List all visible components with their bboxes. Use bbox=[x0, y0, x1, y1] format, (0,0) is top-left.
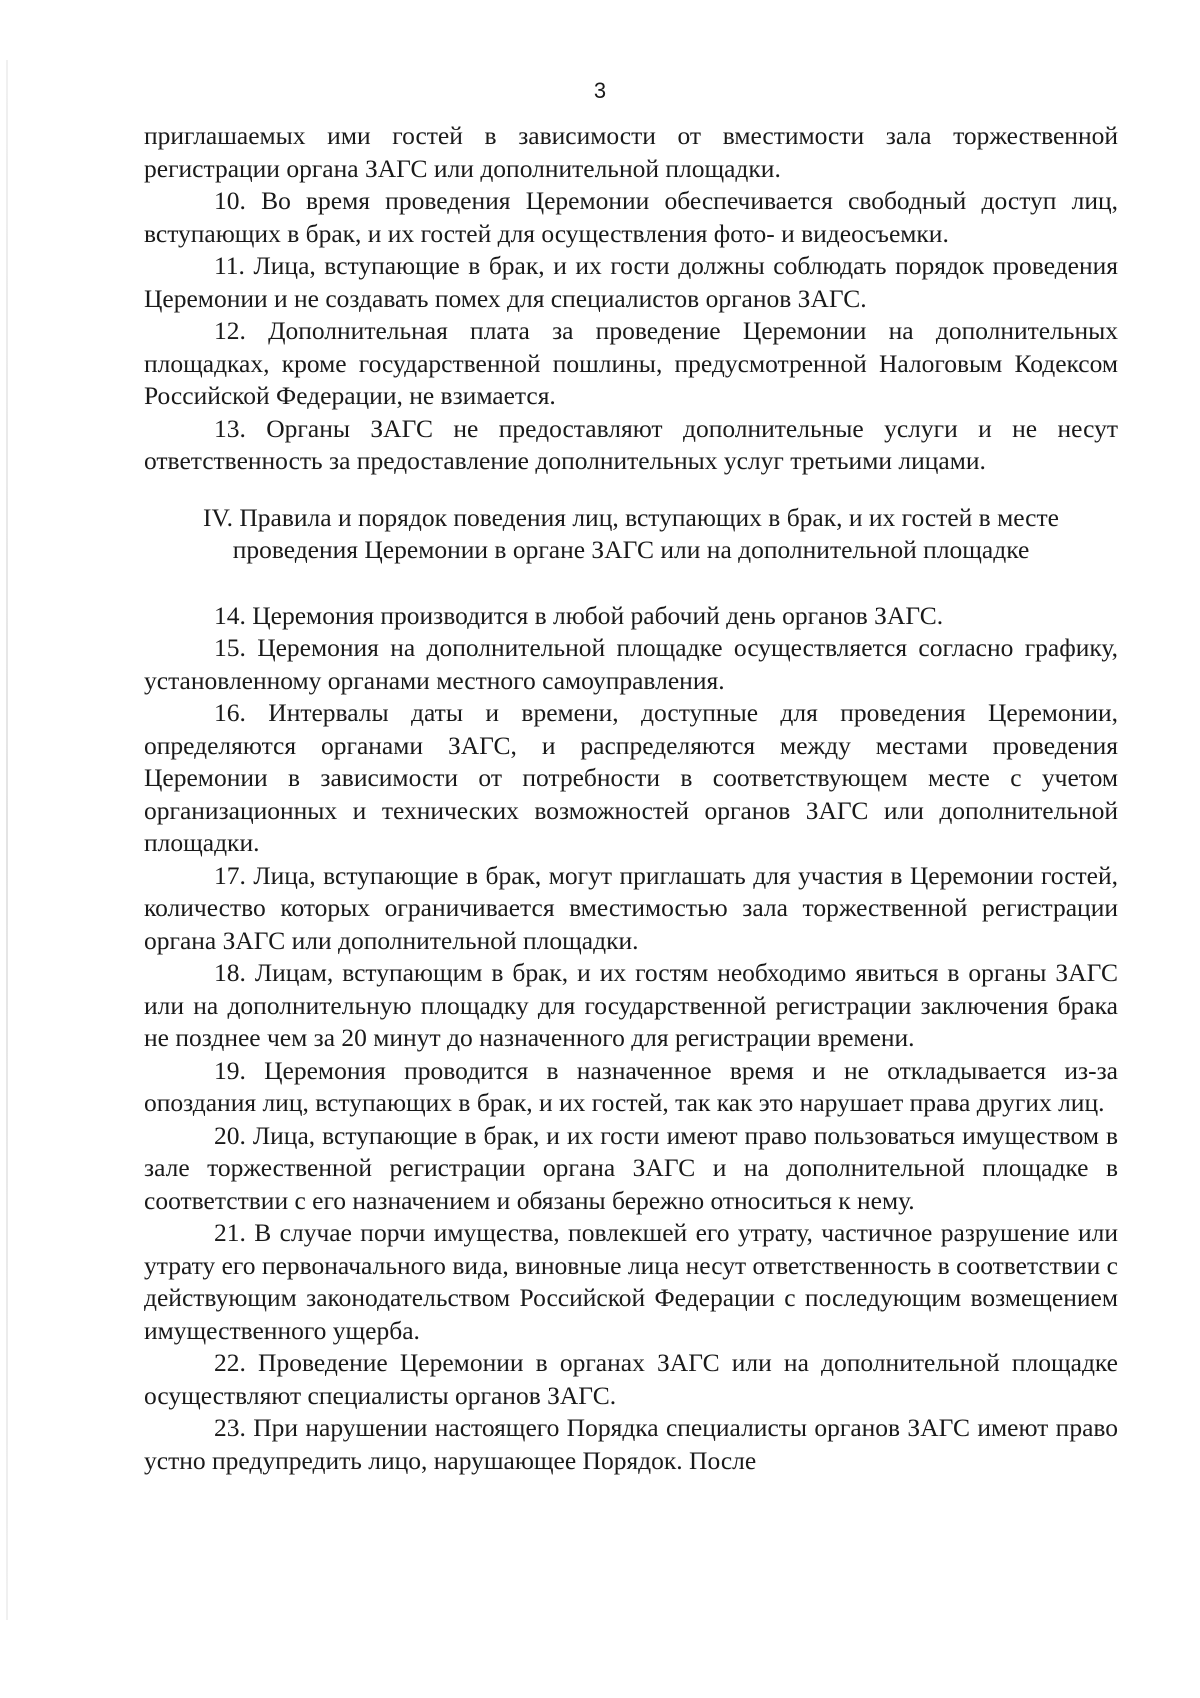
paragraph-20: 20. Лица, вступающие в брак, и их гости имеют право пользоваться имуществом в зале торжественной регистрации органа ЗАГС и на дополнительной площадке в соответствии с его назначением и обязаны бережно относиться к нему. bbox=[144, 1120, 1118, 1215]
paragraph-12: 12. Дополнительная плата за проведение Церемонии на дополнительных площадках, кроме государственной пошлины, предусмотренной Налоговым Кодексом Российской Федерации, не взимается. bbox=[144, 316, 1118, 410]
paragraph-17: 17. Лица, вступающие в брак, могут приглашать для участия в Церемонии гостей, количество которых ограничивается вместимостью зала торжественной регистрации органа ЗАГС или дополнительной площадки. bbox=[144, 860, 1118, 955]
paragraph-13: 13. Органы ЗАГС не предоставляют дополнительные услуги и не несут ответственность за предоставление дополнительных услуг третьими лицами. bbox=[144, 413, 1118, 475]
paragraph-10: 10. Во время проведения Церемонии обеспечивается свободный доступ лиц, вступающих в брак, и их гостей для осуществления фото- и видеосъемки. bbox=[144, 186, 1118, 248]
paragraph-continuation: приглашаемых ими гостей в зависимости от вместимости зала торжественной регистрации органа ЗАГС или дополнительной площадки. bbox=[144, 121, 1118, 183]
section-heading bbox=[144, 502, 1118, 567]
paragraph-15: 15. Церемония на дополнительной площадке осуществляется согласно графику, установленному органами местного самоуправления. bbox=[144, 633, 1118, 695]
paragraph-23: 23. При нарушении настоящего Порядка специалисты органов ЗАГС имеют право устно предупредить лицо, нарушающее Порядок. После bbox=[144, 1413, 1118, 1475]
paragraph-16: 16. Интервалы даты и времени, доступные для проведения Церемонии, определяются органами ЗАГС, и распределяются между местами проведения Церемонии в зависимости от потребности в соответствующем месте с учетом организационных и технических возможностей органов ЗАГС или дополнительной площадки. bbox=[144, 698, 1118, 857]
paragraph-22: 22. Проведение Церемонии в органах ЗАГС или на дополнительной площадке осуществляют специалисты органов ЗАГС. bbox=[144, 1348, 1118, 1410]
paragraph-14: 14. Церемония производится в любой рабочий день органов ЗАГС. bbox=[214, 600, 944, 630]
page-number: 3 bbox=[593, 78, 607, 103]
scan-edge-shadow bbox=[6, 60, 8, 1620]
section-heading-line-2: проведения Церемонии в органе ЗАГС или на дополнительной площадке bbox=[232, 535, 1030, 564]
paragraph-18: 18. Лицам, вступающим в брак, и их гостям необходимо явиться в органы ЗАГС или на дополнительную площадку для государственной регистрации заключения брака не позднее чем за 20 минут до назначенного для регистрации времени. bbox=[144, 958, 1118, 1052]
document-body bbox=[144, 120, 1118, 1477]
paragraph-21: 21. В случае порчи имущества, повлекшей его утрату, частичное разрушение или утрату его первоначального вида, виновные лица несут ответственность в соответствии с действующим законодательством Российской Федерации с последующим возмещением имущественного ущерба. bbox=[144, 1218, 1118, 1345]
paragraph-11: 11. Лица, вступающие в брак, и их гости должны соблюдать порядок проведения Церемонии и не создавать помех для специалистов органов ЗАГС. bbox=[144, 251, 1118, 313]
section-heading-line-1: IV. Правила и порядок поведения лиц, вступающих в брак, и их гостей в месте bbox=[203, 502, 1059, 532]
paragraph-19: 19. Церемония проводится в назначенное время и не откладывается из-за опоздания лиц, вступающих в брак, и их гостей, так как это нарушает права других лиц. bbox=[144, 1055, 1118, 1117]
